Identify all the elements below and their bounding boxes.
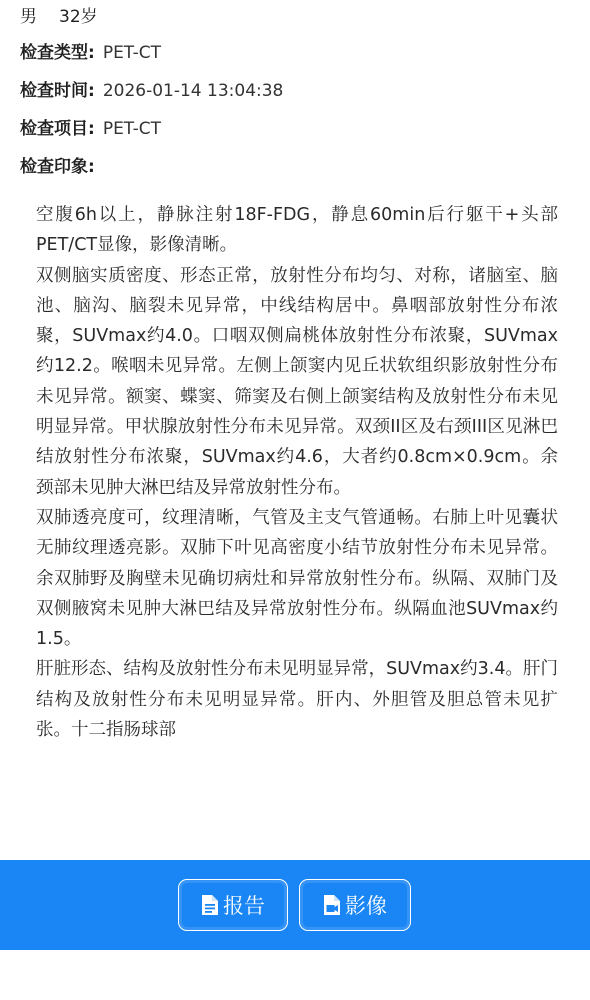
exam-time-value: 2026-01-14 13:04:38	[102, 81, 284, 101]
exam-item-value: PET-CT	[102, 119, 162, 139]
impression-heading-row	[20, 148, 580, 186]
exam-info	[20, 0, 580, 186]
report-text	[36, 200, 558, 745]
report-button[interactable]	[178, 879, 288, 931]
report-paragraph: 双肺透亮度可，纹理清晰，气管及主支气管通畅。右肺上叶见囊状无肺纹理透亮影。双肺下叶见高密度小结节放射性分布未见异常。余双肺野及胸壁未见确切病灶和异常放射性分布。纵隔、双肺门及双侧腋窝未见肿大淋巴结及异常放射性分布。纵隔血池SUVmax约1.5。	[36, 507, 558, 650]
exam-time-label: 检查时间:	[20, 81, 95, 101]
report-paragraph: 双侧脑实质密度、形态正常，放射性分布均匀、对称，诸脑室、脑池、脑沟、脑裂未见异常，中线结构居中。鼻咽部放射性分布浓聚，SUVmax约4.0。口咽双侧扁桃体放射性分布浓聚，SUVmax约12.2。喉咽未见异常。左侧上颌窦内见丘状软组织影放射性分布未见异常。额窦、蝶窦、筛窦及右侧上颌窦结构及放射性分布未见明显异常。甲状腺放射性分布未见异常。双颈II区及右颈III区见淋巴结放射性分布浓聚，SUVmax约4.6，大者约0.8cm×0.9cm。余颈部未见肿大淋巴结及异常放射性分布。	[36, 265, 558, 498]
patient-gender: 男	[20, 7, 37, 27]
patient-info	[20, 0, 580, 34]
image-button-label: 影像	[345, 894, 387, 918]
exam-type-label: 检查类型:	[20, 43, 95, 63]
patient-age: 32岁	[59, 7, 98, 27]
exam-type-value: PET-CT	[102, 43, 162, 63]
report-paragraph: 空腹6h以上，静脉注射18F-FDG，静息60min后行躯干+头部PET/CT显像，影像清晰。	[36, 205, 558, 256]
exam-type-row	[20, 34, 580, 72]
image-button[interactable]	[299, 879, 411, 931]
bottom-action-bar	[0, 860, 590, 950]
impression-label: 检查印象:	[20, 157, 95, 177]
exam-item-row	[20, 110, 580, 148]
image-file-icon	[323, 894, 341, 916]
report-paragraph: 肝脏形态、结构及放射性分布未见明显异常，SUVmax约3.4。肝门结构及放射性分布未见明显异常。肝内、外胆管及胆总管未见扩张。十二指肠球部	[36, 659, 558, 741]
document-icon	[201, 894, 219, 916]
exam-item-label: 检查项目:	[20, 119, 95, 139]
exam-time-row	[20, 72, 580, 110]
report-button-label: 报告	[223, 894, 265, 918]
